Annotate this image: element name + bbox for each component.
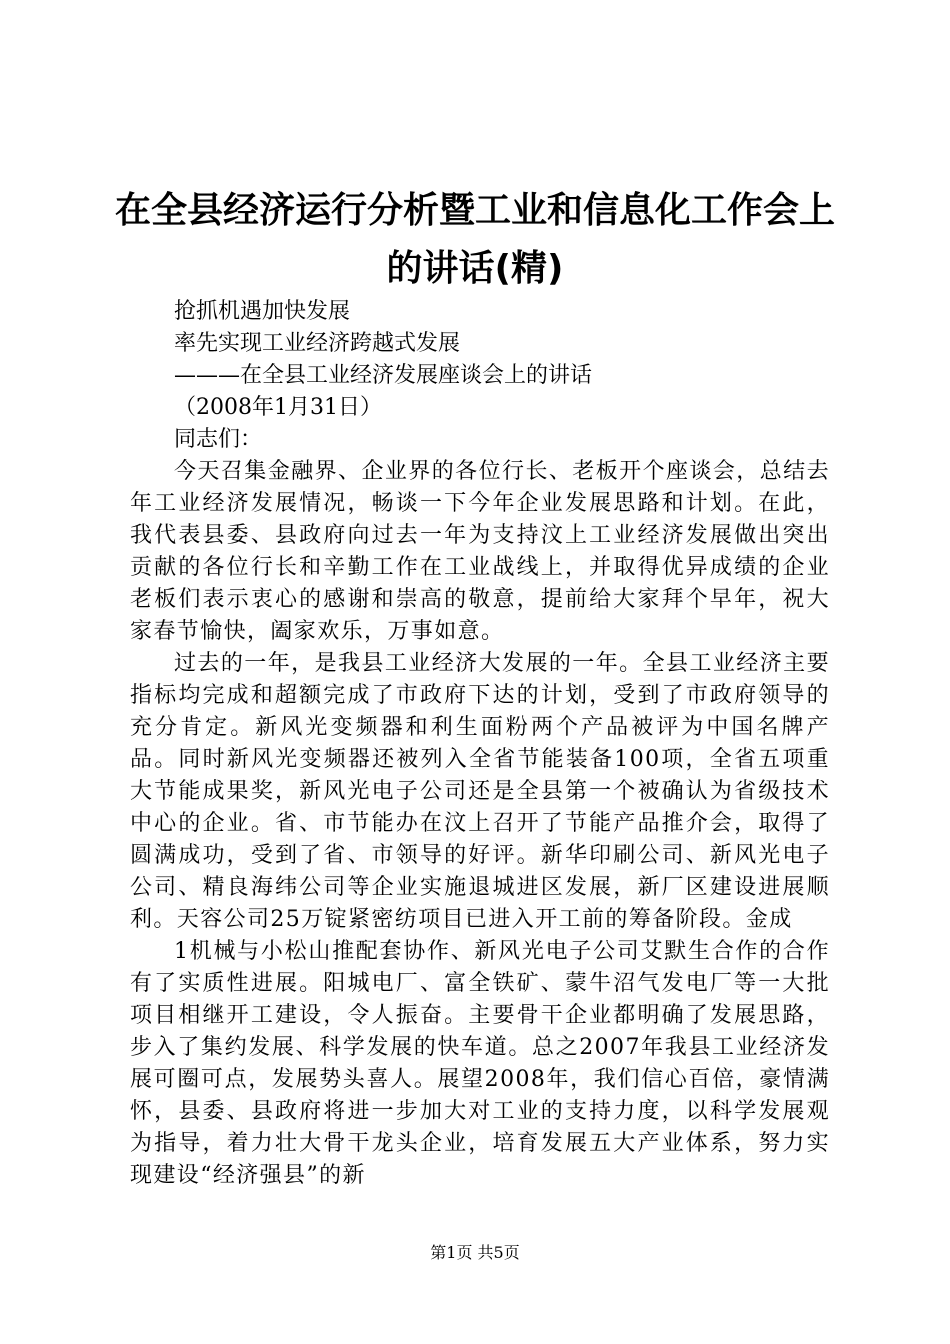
subtitle-line: 抢抓机遇加快发展	[174, 299, 351, 324]
speech-date-line: （2008年1月31日）	[174, 395, 382, 420]
body-paragraph: 今天召集金融界、企业界的各位行长、老板开个座谈会，总结去年工业经济发展情况，畅谈一下今年企业发展思路和计划。在此，我代表县委、县政府向过去一年为支持汶上工业经济发展做出突出贡献的各位行长和辛勤工作在工业战线上，并取得优异成绩的企业老板们表示衷心的感谢和崇高的敬意，提前给大家拜个早年，祝大家春节愉快，阖家欢乐，万事如意。	[130, 459, 830, 644]
page-footer: 第1页 共5页	[430, 1243, 520, 1262]
body-paragraph: 1机械与小松山推配套协作、新风光电子公司艾默生合作的合作有了实质性进展。阳城电厂、富全铁矿、蒙牛沼气发电厂等一大批项目相继开工建设，令人振奋。主要骨干企业都明确了发展思路，步入了集约发展、科学发展的快车道。总之2007年我县工业经济发展可圈可点，发展势头喜人。展望2008年，我们信心百倍，豪情满怀，县委、县政府将进一步加大对工业的支持力度，以科学发展观为指导，着力壮大骨干龙头企业，培育发展五大产业体系，努力实现建设“经济强县”的新	[130, 939, 830, 1188]
subtitle-line: 率先实现工业经济跨越式发展	[174, 331, 461, 356]
speech-occasion-line: ———在全县工业经济发展座谈会上的讲话	[174, 363, 593, 388]
document-body	[130, 296, 830, 1192]
document-title: 在全县经济运行分析暨工业和信息化工作会上的讲话(精)	[114, 190, 835, 289]
salutation-line: 同志们：	[174, 427, 263, 452]
body-paragraph: 过去的一年，是我县工业经济大发展的一年。全县工业经济主要指标均完成和超额完成了市政府下达的计划，受到了市政府领导的充分肯定。新风光变频器和利生面粉两个产品被评为中国名牌产品。同时新风光变频器还被列入全省节能装备100项，全省五项重大节能成果奖，新风光电子公司还是全县第一个被确认为省级技术中心的企业。省、市节能办在汶上召开了节能产品推介会，取得了圆满成功，受到了省、市领导的好评。新华印刷公司、新风光电子公司、精良海纬公司等企业实施退城进区发展，新厂区建设进展顺利。天容公司25万锭紧密纺项目已进入开工前的筹备阶段。金成	[130, 651, 830, 932]
